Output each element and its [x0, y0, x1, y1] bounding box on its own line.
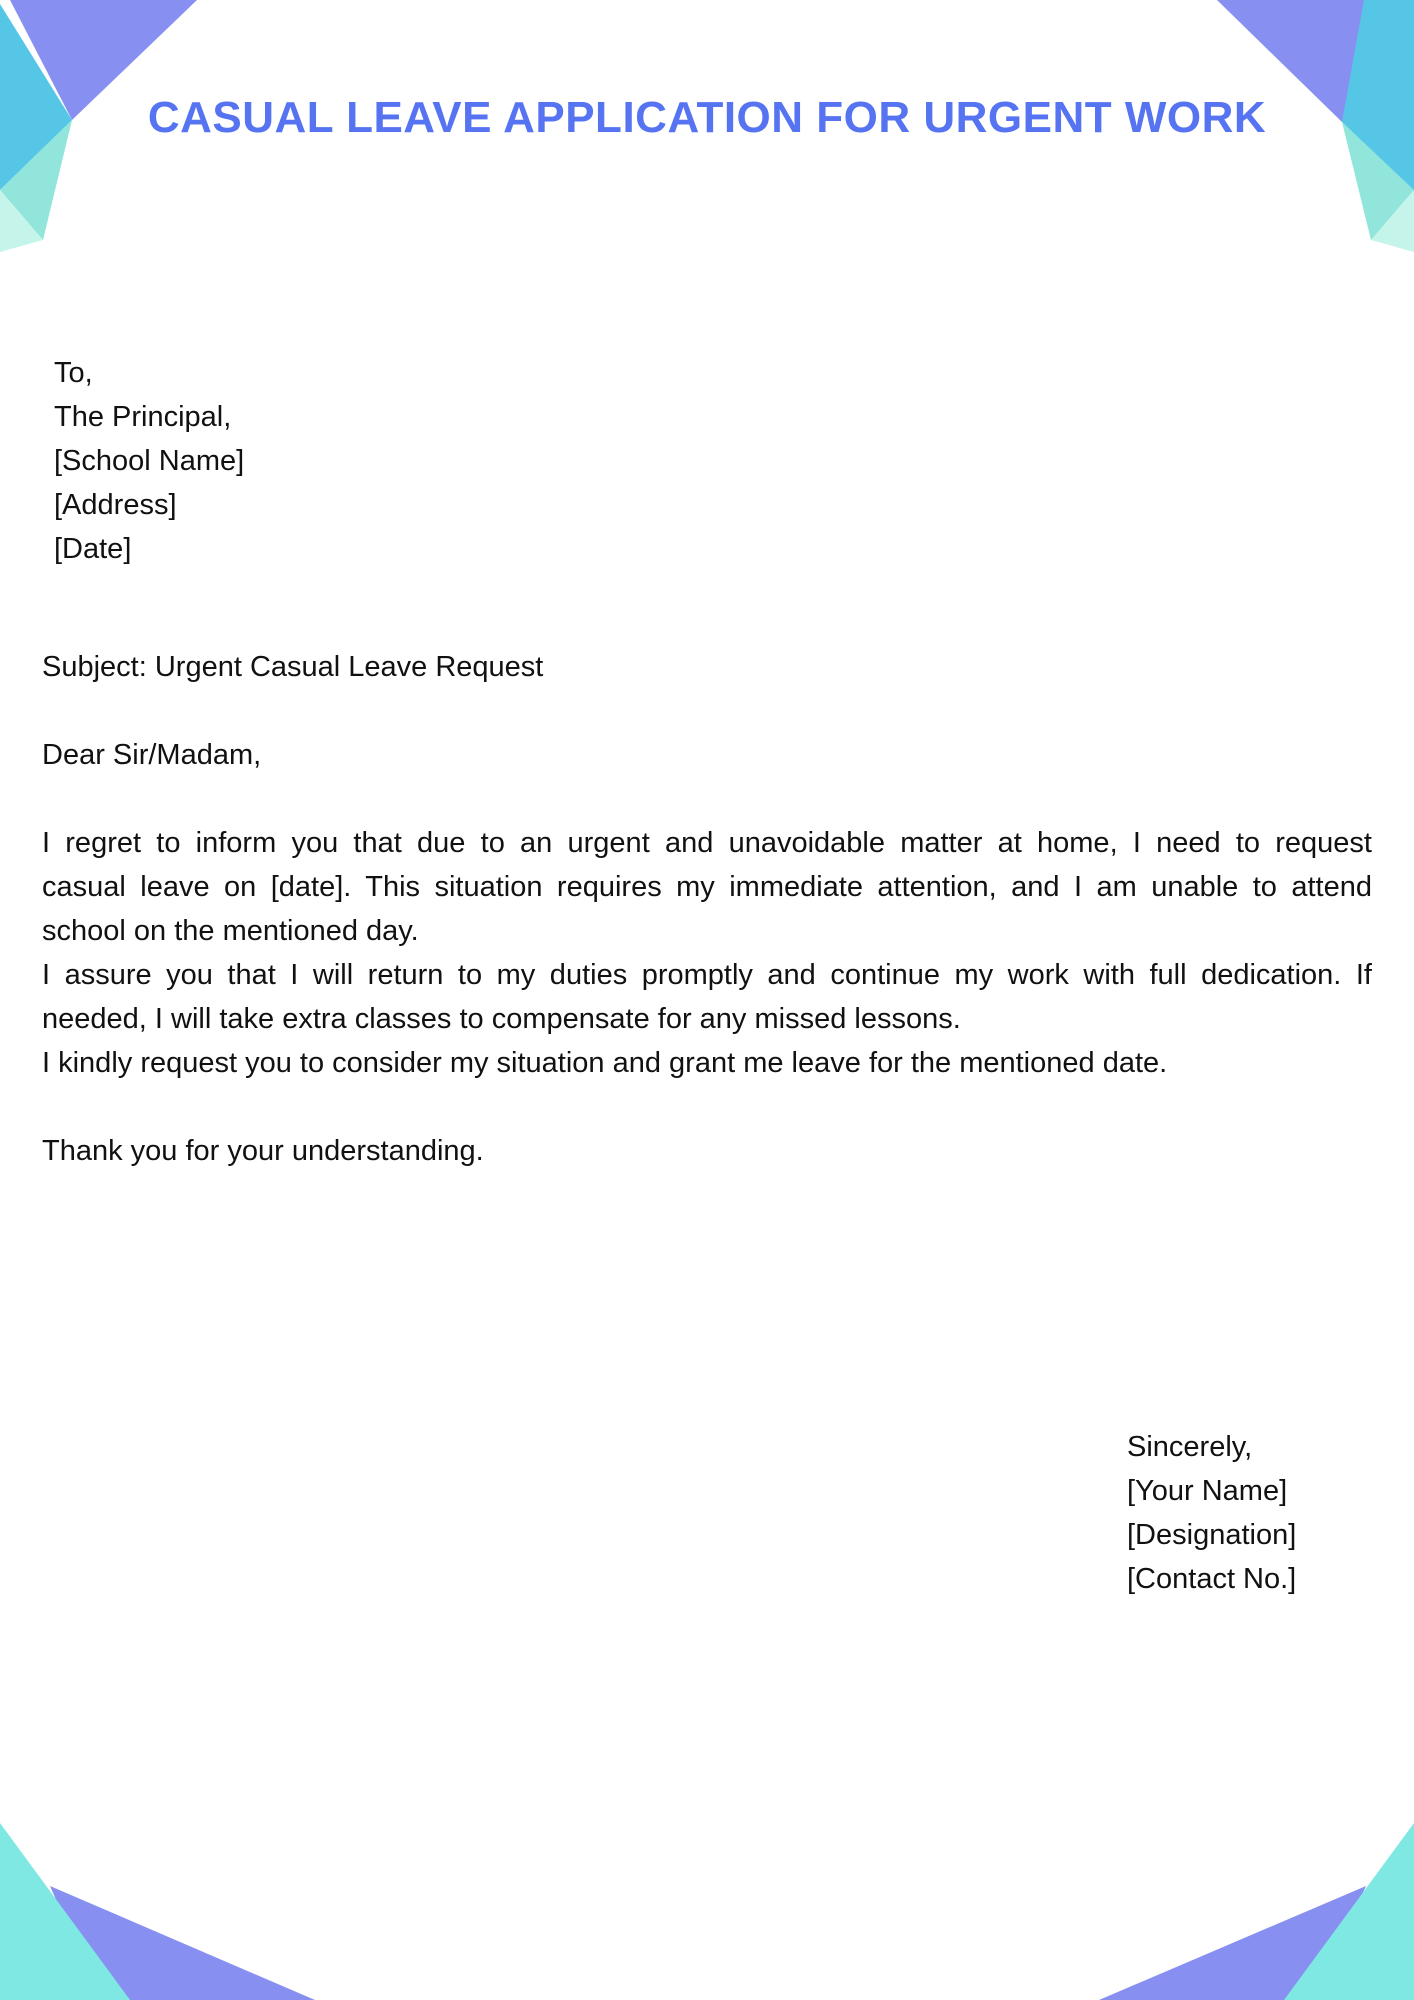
letter-body	[42, 645, 1372, 1173]
signoff-your-name: [Your Name]	[1127, 1475, 1288, 1507]
recipient-block	[54, 351, 244, 571]
salutation: Dear Sir/Madam,	[42, 739, 262, 771]
body-line-6: I kindly request you to consider my situation and grant me leave for the mentioned date.	[42, 1047, 1168, 1079]
page-title: CASUAL LEAVE APPLICATION FOR URGENT WORK	[147, 93, 1267, 142]
body-line-5: needed, I will take extra classes to compensate for any missed lessons.	[42, 1003, 961, 1035]
spacer	[42, 1085, 1372, 1129]
body-line-3: school on the mentioned day.	[42, 915, 419, 947]
recipient-line-to: To,	[54, 357, 93, 389]
spacer	[42, 777, 1372, 821]
recipient-line-principal: The Principal,	[54, 401, 232, 433]
signoff-sincerely: Sincerely,	[1127, 1431, 1253, 1463]
spacer	[42, 689, 1372, 733]
signature-block	[1127, 1425, 1296, 1601]
signoff-contact-no: [Contact No.]	[1127, 1563, 1297, 1595]
body-line-2: casual leave on [date]. This situation requires my immediate attention, and I am unable to attend	[42, 871, 1372, 903]
recipient-line-date: [Date]	[54, 533, 132, 565]
subject-line: Subject: Urgent Casual Leave Request	[42, 651, 544, 683]
signoff-designation: [Designation]	[1127, 1519, 1297, 1551]
body-line-1: I regret to inform you that due to an urgent and unavoidable matter at home, I need to request	[42, 827, 1372, 859]
recipient-line-school-name: [School Name]	[54, 445, 245, 477]
recipient-line-address: [Address]	[54, 489, 177, 521]
body-line-4: I assure you that I will return to my duties promptly and continue my work with full dedication. If	[42, 959, 1372, 991]
closing-thanks: Thank you for your understanding.	[42, 1135, 484, 1167]
